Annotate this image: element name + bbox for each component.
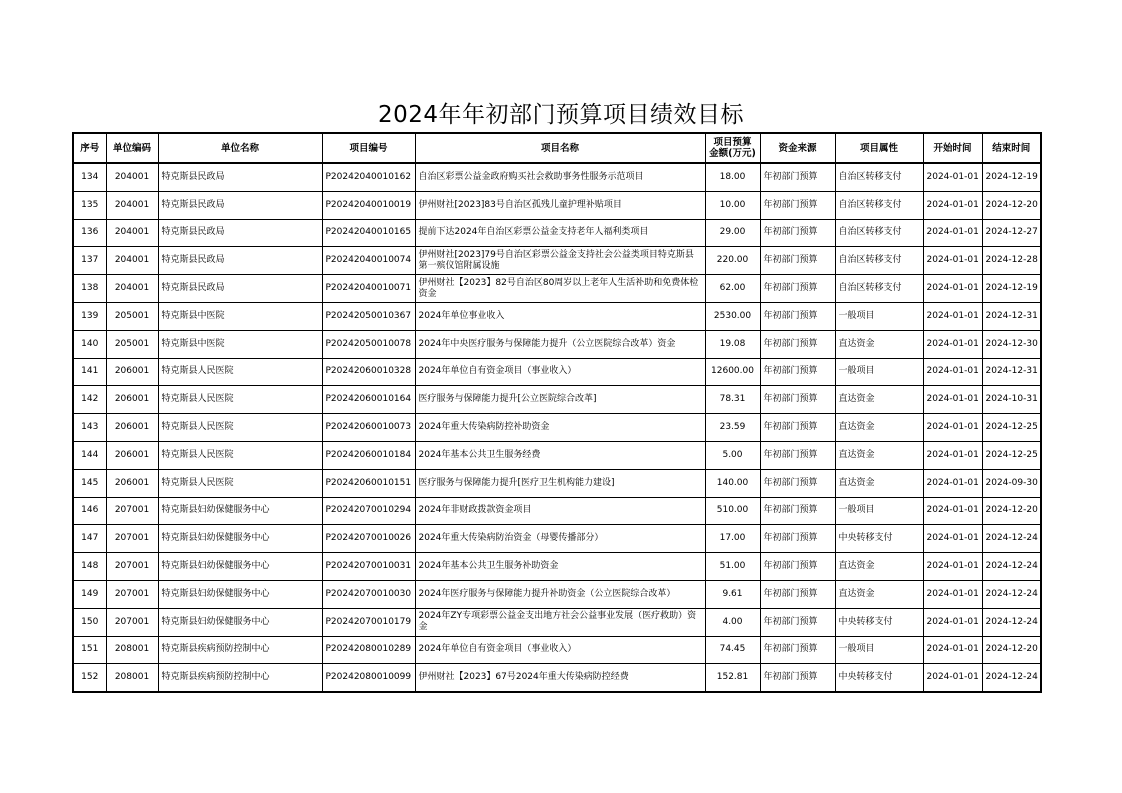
cell-unit-name: 特克斯县妇幼保健服务中心 [158, 553, 322, 581]
cell-unit-name: 特克斯县人民医院 [158, 414, 322, 442]
cell-attribute: 直达资金 [835, 553, 923, 581]
cell-unit-code: 207001 [106, 497, 158, 525]
cell-unit-code: 204001 [106, 247, 158, 275]
cell-project-code: P20242040010071 [322, 275, 415, 303]
cell-seq: 151 [73, 636, 106, 664]
cell-fund-source: 年初部门预算 [760, 219, 835, 247]
cell-seq: 134 [73, 163, 106, 191]
cell-unit-code: 205001 [106, 302, 158, 330]
table-row [73, 664, 1041, 692]
cell-fund-source: 年初部门预算 [760, 469, 835, 497]
cell-unit-code: 207001 [106, 580, 158, 608]
cell-project-name: 2024年基本公共卫生服务经费 [415, 441, 705, 469]
cell-project-name: 2024年单位事业收入 [415, 302, 705, 330]
table-row [73, 497, 1041, 525]
cell-start-date: 2024-01-01 [923, 664, 982, 692]
table-row [73, 163, 1041, 191]
cell-unit-name: 特克斯县人民医院 [158, 386, 322, 414]
cell-amount: 51.00 [705, 553, 760, 581]
cell-start-date: 2024-01-01 [923, 608, 982, 636]
cell-unit-name: 特克斯县中医院 [158, 330, 322, 358]
cell-project-code: P20242060010073 [322, 414, 415, 442]
cell-project-name: 自治区彩票公益金政府购买社会救助事务性服务示范项目 [415, 163, 705, 191]
header-amount-line2: 金额(万元) [709, 148, 756, 159]
cell-project-code: P20242080010289 [322, 636, 415, 664]
table-row [73, 219, 1041, 247]
cell-unit-name: 特克斯县民政局 [158, 247, 322, 275]
cell-fund-source: 年初部门预算 [760, 358, 835, 386]
table-header-row [73, 133, 1041, 163]
cell-end-date: 2024-12-19 [982, 275, 1041, 303]
cell-unit-name: 特克斯县民政局 [158, 275, 322, 303]
cell-amount: 62.00 [705, 275, 760, 303]
cell-amount: 5.00 [705, 441, 760, 469]
cell-seq: 142 [73, 386, 106, 414]
cell-project-name: 2024年单位自有资金项目（事业收入） [415, 358, 705, 386]
header-attribute: 项目属性 [835, 133, 923, 163]
cell-unit-name: 特克斯县民政局 [158, 163, 322, 191]
header-seq: 序号 [73, 133, 106, 163]
cell-unit-code: 204001 [106, 219, 158, 247]
cell-project-code: P20242040010074 [322, 247, 415, 275]
cell-fund-source: 年初部门预算 [760, 636, 835, 664]
cell-attribute: 自治区转移支付 [835, 219, 923, 247]
cell-end-date: 2024-12-24 [982, 608, 1041, 636]
cell-unit-code: 204001 [106, 275, 158, 303]
cell-project-name: 2024年基本公共卫生服务补助资金 [415, 553, 705, 581]
cell-start-date: 2024-01-01 [923, 191, 982, 219]
cell-project-code: P20242040010165 [322, 219, 415, 247]
cell-attribute: 中央转移支付 [835, 525, 923, 553]
cell-unit-code: 208001 [106, 664, 158, 692]
cell-seq: 152 [73, 664, 106, 692]
cell-unit-code: 206001 [106, 441, 158, 469]
cell-unit-name: 特克斯县人民医院 [158, 469, 322, 497]
cell-project-code: P20242080010099 [322, 664, 415, 692]
cell-fund-source: 年初部门预算 [760, 664, 835, 692]
cell-fund-source: 年初部门预算 [760, 580, 835, 608]
cell-seq: 143 [73, 414, 106, 442]
cell-amount: 19.08 [705, 330, 760, 358]
header-unit-name: 单位名称 [158, 133, 322, 163]
cell-amount: 74.45 [705, 636, 760, 664]
cell-fund-source: 年初部门预算 [760, 163, 835, 191]
cell-amount: 29.00 [705, 219, 760, 247]
cell-fund-source: 年初部门预算 [760, 441, 835, 469]
cell-amount: 140.00 [705, 469, 760, 497]
cell-end-date: 2024-10-31 [982, 386, 1041, 414]
cell-seq: 141 [73, 358, 106, 386]
cell-unit-code: 204001 [106, 163, 158, 191]
cell-amount: 2530.00 [705, 302, 760, 330]
cell-project-code: P20242060010164 [322, 386, 415, 414]
cell-project-code: P20242060010328 [322, 358, 415, 386]
cell-project-code: P20242070010294 [322, 497, 415, 525]
header-end-date: 结束时间 [982, 133, 1041, 163]
cell-end-date: 2024-12-30 [982, 330, 1041, 358]
cell-seq: 136 [73, 219, 106, 247]
cell-end-date: 2024-12-24 [982, 525, 1041, 553]
table-row [73, 275, 1041, 303]
cell-project-code: P20242040010019 [322, 191, 415, 219]
cell-seq: 145 [73, 469, 106, 497]
cell-unit-name: 特克斯县人民医院 [158, 358, 322, 386]
cell-end-date: 2024-12-28 [982, 247, 1041, 275]
cell-attribute: 直达资金 [835, 441, 923, 469]
cell-unit-name: 特克斯县民政局 [158, 191, 322, 219]
cell-start-date: 2024-01-01 [923, 386, 982, 414]
cell-attribute: 中央转移支付 [835, 664, 923, 692]
cell-unit-code: 207001 [106, 608, 158, 636]
cell-attribute: 中央转移支付 [835, 608, 923, 636]
cell-unit-name: 特克斯县中医院 [158, 302, 322, 330]
header-unit-code: 单位编码 [106, 133, 158, 163]
cell-seq: 146 [73, 497, 106, 525]
table-row [73, 330, 1041, 358]
cell-attribute: 直达资金 [835, 469, 923, 497]
cell-project-code: P20242070010031 [322, 553, 415, 581]
cell-attribute: 一般项目 [835, 497, 923, 525]
cell-fund-source: 年初部门预算 [760, 525, 835, 553]
table-body [73, 163, 1041, 692]
cell-project-code: P20242050010367 [322, 302, 415, 330]
table-row [73, 636, 1041, 664]
cell-end-date: 2024-09-30 [982, 469, 1041, 497]
cell-attribute: 自治区转移支付 [835, 275, 923, 303]
cell-attribute: 自治区转移支付 [835, 163, 923, 191]
cell-attribute: 直达资金 [835, 414, 923, 442]
cell-project-name: 医疗服务与保障能力提升[公立医院综合改革] [415, 386, 705, 414]
cell-unit-name: 特克斯县妇幼保健服务中心 [158, 497, 322, 525]
cell-project-name: 2024年中央医疗服务与保障能力提升（公立医院综合改革）资金 [415, 330, 705, 358]
table-row [73, 358, 1041, 386]
cell-fund-source: 年初部门预算 [760, 386, 835, 414]
cell-amount: 23.59 [705, 414, 760, 442]
cell-unit-code: 206001 [106, 414, 158, 442]
cell-attribute: 一般项目 [835, 636, 923, 664]
table-row [73, 441, 1041, 469]
cell-project-name: 2024年非财政拨款资金项目 [415, 497, 705, 525]
table-row [73, 553, 1041, 581]
cell-unit-name: 特克斯县疾病预防控制中心 [158, 664, 322, 692]
cell-amount: 220.00 [705, 247, 760, 275]
cell-end-date: 2024-12-20 [982, 636, 1041, 664]
cell-seq: 150 [73, 608, 106, 636]
header-project-name: 项目名称 [415, 133, 705, 163]
table-row [73, 414, 1041, 442]
cell-unit-code: 207001 [106, 525, 158, 553]
cell-unit-name: 特克斯县妇幼保健服务中心 [158, 580, 322, 608]
cell-start-date: 2024-01-01 [923, 636, 982, 664]
cell-unit-name: 特克斯县妇幼保健服务中心 [158, 525, 322, 553]
cell-start-date: 2024-01-01 [923, 553, 982, 581]
table-row [73, 608, 1041, 636]
cell-amount: 17.00 [705, 525, 760, 553]
cell-end-date: 2024-12-27 [982, 219, 1041, 247]
cell-seq: 138 [73, 275, 106, 303]
table-row [73, 386, 1041, 414]
table-row [73, 191, 1041, 219]
cell-attribute: 自治区转移支付 [835, 247, 923, 275]
cell-end-date: 2024-12-25 [982, 441, 1041, 469]
cell-end-date: 2024-12-20 [982, 191, 1041, 219]
cell-amount: 18.00 [705, 163, 760, 191]
cell-attribute: 直达资金 [835, 330, 923, 358]
cell-seq: 139 [73, 302, 106, 330]
header-amount [705, 133, 760, 163]
cell-seq: 140 [73, 330, 106, 358]
cell-fund-source: 年初部门预算 [760, 302, 835, 330]
cell-unit-code: 206001 [106, 386, 158, 414]
cell-project-name: 伊州财社【2023】82号自治区80周岁以上老年人生活补助和免费体检资金 [415, 275, 705, 303]
table-row [73, 525, 1041, 553]
cell-fund-source: 年初部门预算 [760, 275, 835, 303]
cell-start-date: 2024-01-01 [923, 580, 982, 608]
cell-start-date: 2024-01-01 [923, 163, 982, 191]
cell-project-code: P20242040010162 [322, 163, 415, 191]
cell-attribute: 自治区转移支付 [835, 191, 923, 219]
cell-fund-source: 年初部门预算 [760, 330, 835, 358]
cell-amount: 10.00 [705, 191, 760, 219]
cell-seq: 148 [73, 553, 106, 581]
header-amount-line1: 项目预算 [713, 137, 752, 148]
cell-unit-code: 208001 [106, 636, 158, 664]
cell-fund-source: 年初部门预算 [760, 553, 835, 581]
cell-unit-code: 206001 [106, 469, 158, 497]
header-start-date: 开始时间 [923, 133, 982, 163]
cell-amount: 12600.00 [705, 358, 760, 386]
cell-attribute: 直达资金 [835, 386, 923, 414]
cell-project-code: P20242070010030 [322, 580, 415, 608]
cell-seq: 137 [73, 247, 106, 275]
header-project-code: 项目编号 [322, 133, 415, 163]
table-row [73, 302, 1041, 330]
cell-start-date: 2024-01-01 [923, 275, 982, 303]
cell-end-date: 2024-12-24 [982, 664, 1041, 692]
cell-start-date: 2024-01-01 [923, 358, 982, 386]
cell-end-date: 2024-12-31 [982, 358, 1041, 386]
cell-unit-name: 特克斯县民政局 [158, 219, 322, 247]
cell-project-name: 伊州财社[2023]83号自治区孤残儿童护理补贴项目 [415, 191, 705, 219]
cell-start-date: 2024-01-01 [923, 441, 982, 469]
cell-project-name: 2024年单位自有资金项目（事业收入） [415, 636, 705, 664]
cell-end-date: 2024-12-25 [982, 414, 1041, 442]
cell-attribute: 一般项目 [835, 302, 923, 330]
cell-unit-code: 207001 [106, 553, 158, 581]
cell-attribute: 直达资金 [835, 580, 923, 608]
cell-start-date: 2024-01-01 [923, 414, 982, 442]
cell-start-date: 2024-01-01 [923, 469, 982, 497]
cell-project-code: P20242070010026 [322, 525, 415, 553]
cell-project-name: 2024年重大传染病防治资金（母婴传播部分） [415, 525, 705, 553]
cell-end-date: 2024-12-20 [982, 497, 1041, 525]
cell-project-name: 2024年医疗服务与保障能力提升补助资金（公立医院综合改革） [415, 580, 705, 608]
cell-fund-source: 年初部门预算 [760, 608, 835, 636]
cell-project-name: 医疗服务与保障能力提升[医疗卫生机构能力建设] [415, 469, 705, 497]
table-row [73, 469, 1041, 497]
table-row [73, 247, 1041, 275]
cell-amount: 510.00 [705, 497, 760, 525]
cell-start-date: 2024-01-01 [923, 525, 982, 553]
cell-project-code: P20242060010184 [322, 441, 415, 469]
cell-start-date: 2024-01-01 [923, 330, 982, 358]
cell-fund-source: 年初部门预算 [760, 191, 835, 219]
cell-project-code: P20242060010151 [322, 469, 415, 497]
cell-end-date: 2024-12-24 [982, 580, 1041, 608]
cell-unit-code: 205001 [106, 330, 158, 358]
cell-seq: 147 [73, 525, 106, 553]
cell-fund-source: 年初部门预算 [760, 497, 835, 525]
cell-unit-code: 204001 [106, 191, 158, 219]
cell-unit-code: 206001 [106, 358, 158, 386]
cell-project-name: 2024年重大传染病防控补助资金 [415, 414, 705, 442]
cell-end-date: 2024-12-19 [982, 163, 1041, 191]
cell-fund-source: 年初部门预算 [760, 414, 835, 442]
cell-start-date: 2024-01-01 [923, 219, 982, 247]
cell-unit-name: 特克斯县妇幼保健服务中心 [158, 608, 322, 636]
cell-amount: 78.31 [705, 386, 760, 414]
cell-start-date: 2024-01-01 [923, 497, 982, 525]
cell-start-date: 2024-01-01 [923, 247, 982, 275]
cell-amount: 9.61 [705, 580, 760, 608]
cell-project-name: 2024年ZY专项彩票公益金支出地方社会公益事业发展（医疗救助）资金 [415, 608, 705, 636]
header-fund-source: 资金来源 [760, 133, 835, 163]
cell-unit-name: 特克斯县人民医院 [158, 441, 322, 469]
cell-project-name: 伊州财社【2023】67号2024年重大传染病防控经费 [415, 664, 705, 692]
cell-amount: 152.81 [705, 664, 760, 692]
cell-project-code: P20242050010078 [322, 330, 415, 358]
cell-end-date: 2024-12-31 [982, 302, 1041, 330]
cell-start-date: 2024-01-01 [923, 302, 982, 330]
cell-project-name: 伊州财社[2023]79号自治区彩票公益金支持社会公益类项目特克斯县第一殡仪馆附属设施 [415, 247, 705, 275]
table-row [73, 580, 1041, 608]
cell-seq: 135 [73, 191, 106, 219]
cell-end-date: 2024-12-24 [982, 553, 1041, 581]
budget-table [72, 132, 1042, 693]
cell-seq: 149 [73, 580, 106, 608]
cell-attribute: 一般项目 [835, 358, 923, 386]
cell-unit-name: 特克斯县疾病预防控制中心 [158, 636, 322, 664]
cell-fund-source: 年初部门预算 [760, 247, 835, 275]
cell-project-name: 提前下达2024年自治区彩票公益金支持老年人福利类项目 [415, 219, 705, 247]
cell-project-code: P20242070010179 [322, 608, 415, 636]
cell-amount: 4.00 [705, 608, 760, 636]
cell-seq: 144 [73, 441, 106, 469]
page-title: 2024年年初部门预算项目绩效目标 [377, 102, 745, 128]
